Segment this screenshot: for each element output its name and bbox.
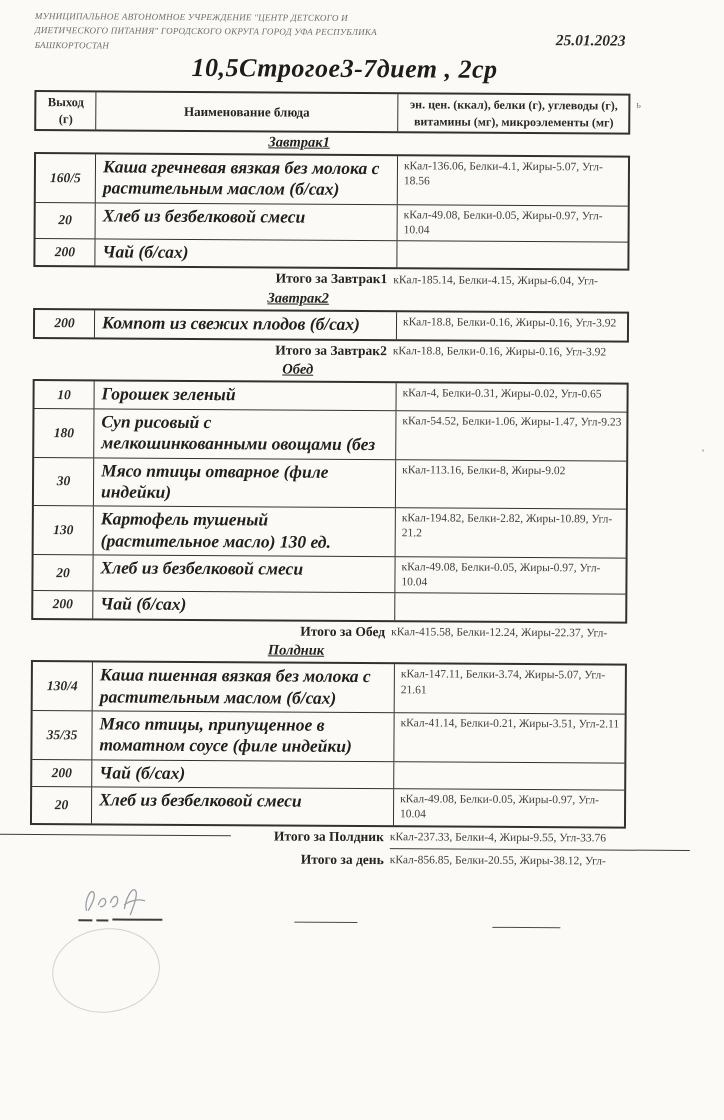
nutrition-info: кКал-49.08, Белки-0.05, Жиры-0.97, Угл- 10.04: [403, 208, 603, 237]
table-row: [33, 590, 625, 621]
output-grams: 20: [36, 203, 96, 239]
dish-name: Хлеб из безбелковой смеси: [93, 555, 395, 592]
document-header: [0, 0, 724, 94]
nutrition-info: кКал-147.11, Белки-3.74, Жиры-5.07, Угл- 21.61: [400, 668, 606, 697]
dish-name: Каша гречневая вязкая без молока с растительным маслом (б/сах): [96, 154, 398, 204]
organization-name: МУНИЦИПАЛЬНОЕ АВТОНОМНОЕ УЧРЕЖДЕНИЕ "ЦЕНТР ДЕТСКОГО И ДИЕТИЧЕСКОГО ПИТАНИЯ" ГОРОДСКОГО ОКРУГА ГОРОД УФА РЕСПУБЛИКА БАШКОРТОСТАН: [34, 11, 377, 51]
dish-name: Чай (б/сах): [93, 592, 395, 620]
output-grams: 200: [35, 239, 95, 266]
total-label: Итого за Полдник: [273, 827, 384, 844]
total-value: кКал-185.14, Белки-4.15, Жиры-6.04, Угл-: [393, 274, 598, 288]
table-row: [35, 238, 627, 269]
table-header-row: [36, 92, 628, 133]
nutrition-info: [394, 762, 625, 790]
signature-line: [112, 918, 162, 920]
table-row: [32, 786, 624, 826]
output-grams: 30: [34, 458, 94, 506]
output-grams: 200: [33, 591, 93, 618]
output-grams: 35/35: [32, 711, 92, 759]
menu-table-lunch: [31, 379, 628, 623]
document-title: 10,5Строгое3-7диет , 2ср: [191, 52, 498, 84]
nutrition-info: кКал-49.08, Белки-0.05, Жиры-0.97, Угл- 10.04: [401, 561, 601, 589]
table-row: [32, 759, 624, 790]
total-label: Итого за Завтрак2: [275, 342, 387, 358]
table-row: [33, 554, 625, 594]
scan-speck: ь: [636, 99, 641, 111]
section-heading-breakfast1: Завтрак1: [268, 134, 330, 151]
stamp-outline: [47, 921, 165, 1019]
total-label: Итого за день: [300, 851, 384, 868]
output-grams: 130/4: [33, 662, 93, 710]
nutrition-info: кКал-136.06, Белки-4.1, Жиры-5.07, Угл- 18.56: [403, 160, 603, 188]
menu-table-snack: [30, 660, 627, 828]
signature-area: [0, 876, 719, 1120]
output-grams: 200: [32, 760, 92, 787]
nutrition-info: кКал-41.14, Белки-0.21, Жиры-3.51, Угл-2.11: [400, 717, 620, 731]
table-row: [35, 310, 627, 340]
total-label: Итого за Завтрак1: [275, 270, 388, 287]
nutrition-info: кКал-194.82, Белки-2.82, Жиры-10.89, Угл- 21.2: [401, 512, 613, 540]
signature-line: [294, 921, 357, 923]
document-date: 25.01.2023: [555, 32, 626, 50]
total-label: Итого за Обед: [300, 623, 386, 639]
total-breakfast2: [33, 339, 723, 363]
table-row: [34, 457, 626, 509]
table-row: [35, 381, 627, 411]
output-grams: 20: [33, 555, 93, 591]
signature-line: [96, 919, 108, 921]
dish-name: Суп рисовый с мелкошинкованными овощами (без: [94, 409, 396, 459]
output-grams: 130: [34, 506, 94, 554]
dish-name: Мясо птицы отварное (филе индейки): [94, 458, 396, 508]
output-grams: 160/5: [36, 154, 96, 202]
total-value: кКал-18.8, Белки-0.16, Жиры-0.16, Угл-3.92: [392, 345, 607, 359]
nutrition-info: кКал-18.8, Белки-0.16, Жиры-0.16, Угл-3.92: [402, 316, 617, 330]
table-column-header: [34, 90, 630, 135]
dish-name: Картофель тушеный (растительное масло) 130 ед.: [94, 507, 396, 557]
signature-line: [78, 919, 92, 921]
table-row: [33, 662, 625, 713]
total-lunch: [31, 620, 721, 644]
menu-table-breakfast1: [33, 152, 630, 271]
table-row: [32, 710, 624, 762]
total-breakfast1: [33, 267, 723, 291]
col-header-dish: Наименование блюда: [96, 92, 398, 131]
output-grams: 200: [35, 310, 95, 337]
table-row: [34, 408, 626, 460]
dish-name: Хлеб из безбелковой смеси: [92, 788, 394, 825]
total-value: кКал-415.58, Белки-12.24, Жиры-22.37, Угл-: [391, 626, 608, 640]
dish-name: Каша пшенная вязкая без молока с растительным маслом (б/сах): [93, 663, 395, 713]
section-heading-snack: Полдник: [267, 642, 325, 660]
total-value: кКал-237.33, Белки-4, Жиры-9.55, Угл-33.76: [390, 829, 690, 851]
output-grams: 180: [34, 409, 94, 457]
nutrition-info: кКал-113.16, Белки-8, Жиры-9.02: [402, 463, 566, 477]
nutrition-info: [397, 241, 628, 269]
table-row: [36, 202, 628, 242]
handwritten-signature: [80, 880, 152, 922]
table-row: [34, 505, 626, 557]
dish-name: Мясо птицы, припущенное в томатном соусе (филе индейки): [92, 711, 394, 761]
dish-name: Чай (б/сах): [95, 239, 397, 267]
total-snack: [30, 824, 720, 852]
dish-name: Чай (б/сах): [92, 760, 394, 788]
section-heading-breakfast2: Завтрак2: [267, 290, 329, 308]
nutrition-info: кКал-54.52, Белки-1.06, Жиры-1.47, Угл-9.23: [402, 415, 622, 429]
table-row: [36, 154, 628, 205]
output-grams: 20: [32, 787, 92, 823]
nutrition-info: кКал-4, Белки-0.31, Жиры-0.02, Угл-0.65: [402, 387, 602, 401]
col-header-nutrition: эн. цен. (ккал), белки (г), углеводы (г), витамины (мг), микроэлементы (мг): [409, 97, 618, 130]
dish-name: Хлеб из безбелковой смеси: [96, 203, 398, 240]
section-heading-lunch: Обед: [282, 361, 314, 379]
nutrition-info: [395, 593, 626, 621]
scan-speck: ʼ: [701, 448, 705, 460]
output-grams: 10: [35, 381, 95, 408]
total-day: [30, 848, 720, 872]
nutrition-info: кКал-49.08, Белки-0.05, Жиры-0.97, Угл- 10.04: [399, 793, 600, 821]
dish-name: Горошек зеленый: [95, 382, 397, 410]
col-header-output: Выход (г): [36, 92, 96, 129]
dish-name: Компот из свежих плодов (б/сах): [95, 311, 397, 339]
signature-line: [492, 927, 560, 929]
menu-table-breakfast2: [33, 308, 629, 342]
total-value: кКал-856.85, Белки-20.55, Жиры-38.12, Угл-: [389, 854, 606, 868]
